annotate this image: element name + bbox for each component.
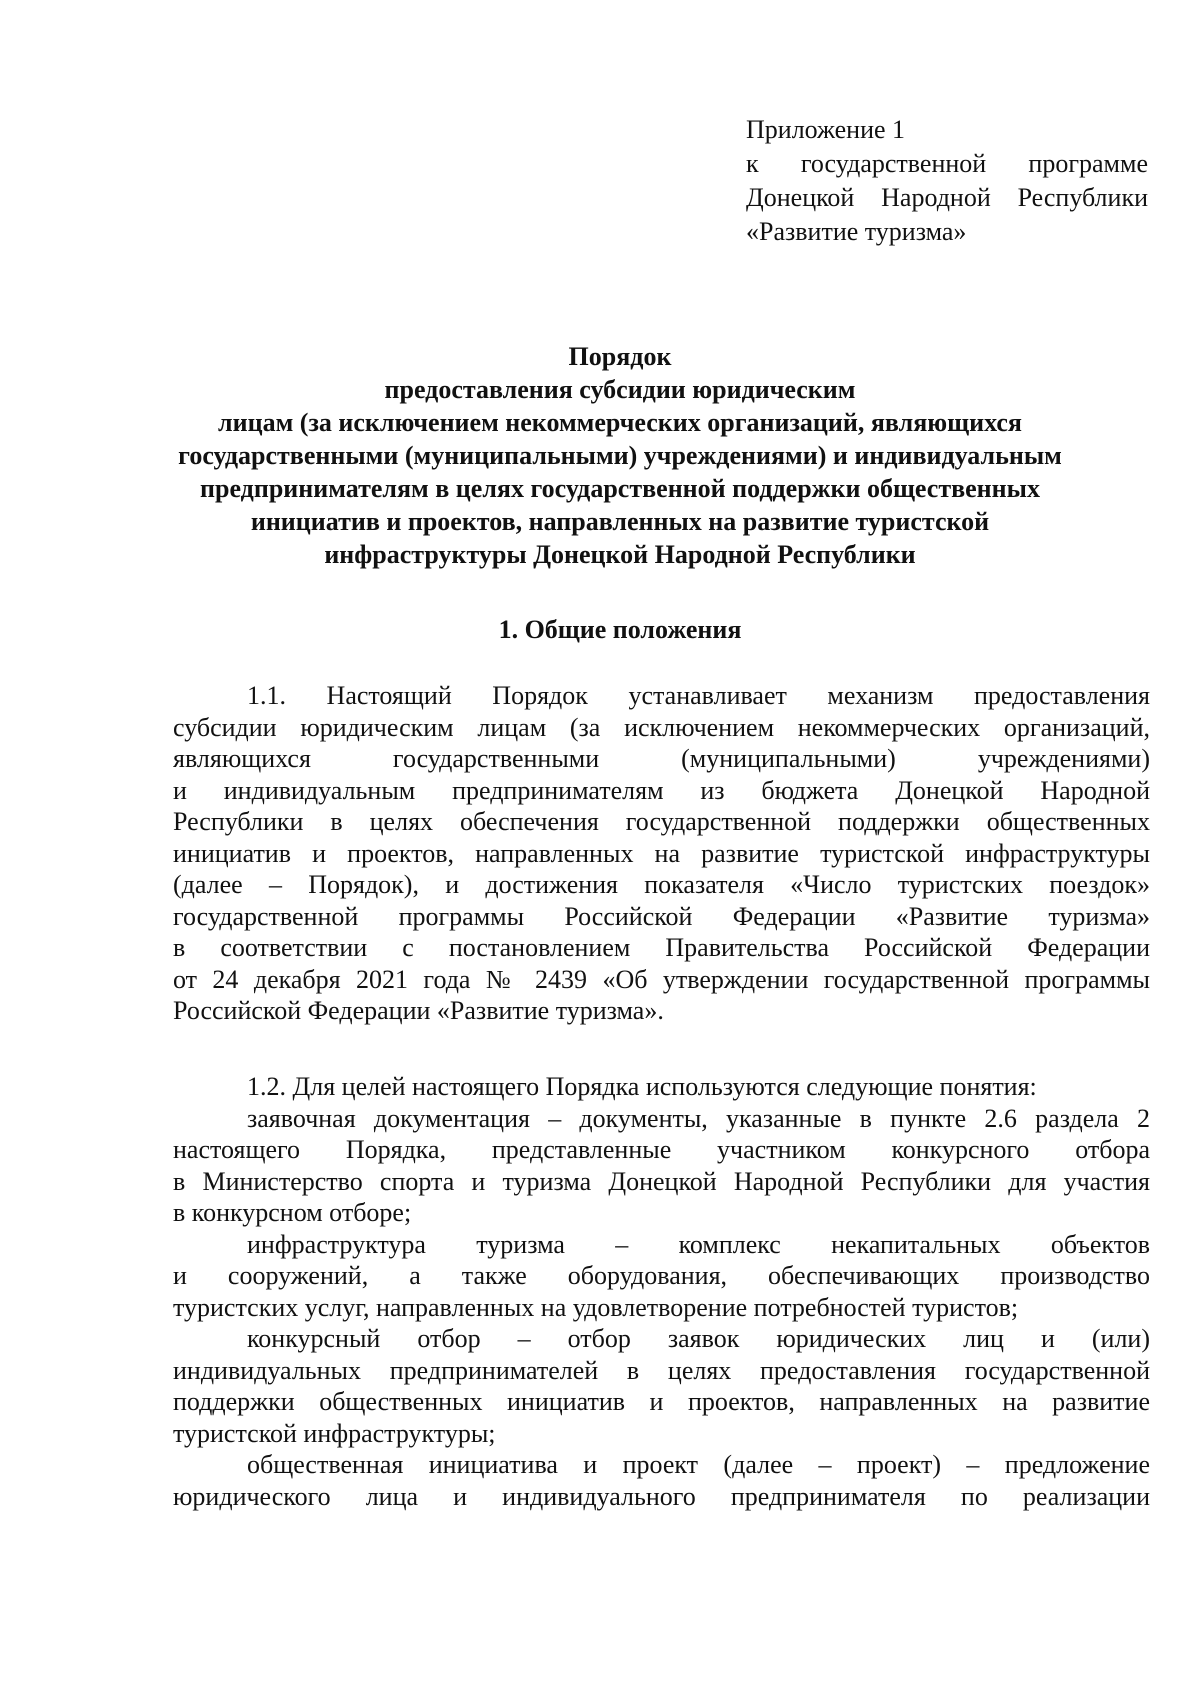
appendix-number: Приложение 1	[746, 115, 906, 144]
text-line: и сооружений, а также оборудования, обеспечивающих производство	[173, 1261, 1150, 1290]
paragraph-1-1	[173, 680, 1150, 1027]
paragraph-1-2	[173, 1071, 1150, 1512]
title-line: инициатив и проектов, направленных на развитие туристской	[250, 507, 990, 536]
title-line: предпринимателям в целях государственной поддержки общественных	[200, 474, 1040, 503]
text-line: 1.1. Настоящий Порядок устанавливает механизм предоставления	[247, 681, 1150, 710]
appendix-program-ref: к государственной программе	[746, 149, 1148, 178]
title-line: лицам (за исключением некоммерческих организаций, являющихся	[218, 408, 1022, 437]
text-line: заявочная документация – документы, указанные в пункте 2.6 раздела 2	[247, 1103, 1150, 1133]
title-line: предоставления субсидии юридическим	[384, 375, 856, 404]
document-title	[140, 340, 1100, 571]
text-line: в конкурсном отборе;	[173, 1198, 412, 1227]
text-line: индивидуальных предпринимателей в целях предоставления государственной	[173, 1355, 1150, 1385]
text-line: являющихся государственными (муниципальными) учреждениями)	[173, 744, 1150, 773]
text-line: поддержки общественных инициатив и проектов, направленных на развитие	[173, 1387, 1150, 1416]
text-line: Российской Федерации «Развитие туризма».	[173, 996, 664, 1025]
title-line: государственными (муниципальными) учреждениями) и индивидуальным	[178, 441, 1062, 470]
appendix-program-name: «Развитие туризма»	[746, 217, 967, 246]
title-line: Порядок	[568, 342, 672, 371]
appendix-header	[746, 113, 1148, 249]
text-line: общественная инициатива и проект (далее – проект) – предложение	[247, 1450, 1150, 1479]
text-line: государственной программы Российской Федерации «Развитие туризма»	[173, 901, 1150, 931]
title-line: инфраструктуры Донецкой Народной Республики	[324, 540, 916, 569]
text-line: Республики в целях обеспечения государственной поддержки общественных	[173, 807, 1150, 836]
text-line: инфраструктура туризма – комплекс некапитальных объектов	[247, 1229, 1150, 1259]
text-line: субсидии юридическим лицам (за исключением некоммерческих организаций,	[173, 712, 1150, 742]
appendix-republic: Донецкой Народной Республики	[746, 183, 1148, 212]
text-line: туристских услуг, направленных на удовлетворение потребностей туристов;	[173, 1292, 1019, 1322]
text-line: от 24 декабря 2021 года № 2439 «Об утверждении государственной программы	[173, 964, 1150, 994]
text-line: туристской инфраструктуры;	[173, 1418, 496, 1448]
text-line: юридического лица и индивидуального предпринимателя по реализации	[173, 1481, 1150, 1511]
text-line: инициатив и проектов, направленных на развитие туристской инфраструктуры	[173, 838, 1150, 868]
section-heading: 1. Общие положения	[498, 615, 742, 644]
text-line: (далее – Порядок), и достижения показателя «Число туристских поездок»	[173, 870, 1150, 899]
text-line: и индивидуальным предпринимателям из бюджета Донецкой Народной	[173, 775, 1150, 805]
text-line: 1.2. Для целей настоящего Порядка используются следующие понятия:	[247, 1072, 1037, 1101]
text-line: конкурсный отбор – отбор заявок юридических лиц и (или)	[247, 1324, 1150, 1353]
text-line: в соответствии с постановлением Правительства Российской Федерации	[173, 933, 1150, 962]
text-line: в Министерство спорта и туризма Донецкой Народной Республики для участия	[173, 1166, 1150, 1196]
text-line: настоящего Порядка, представленные участником конкурсного отбора	[173, 1135, 1150, 1164]
